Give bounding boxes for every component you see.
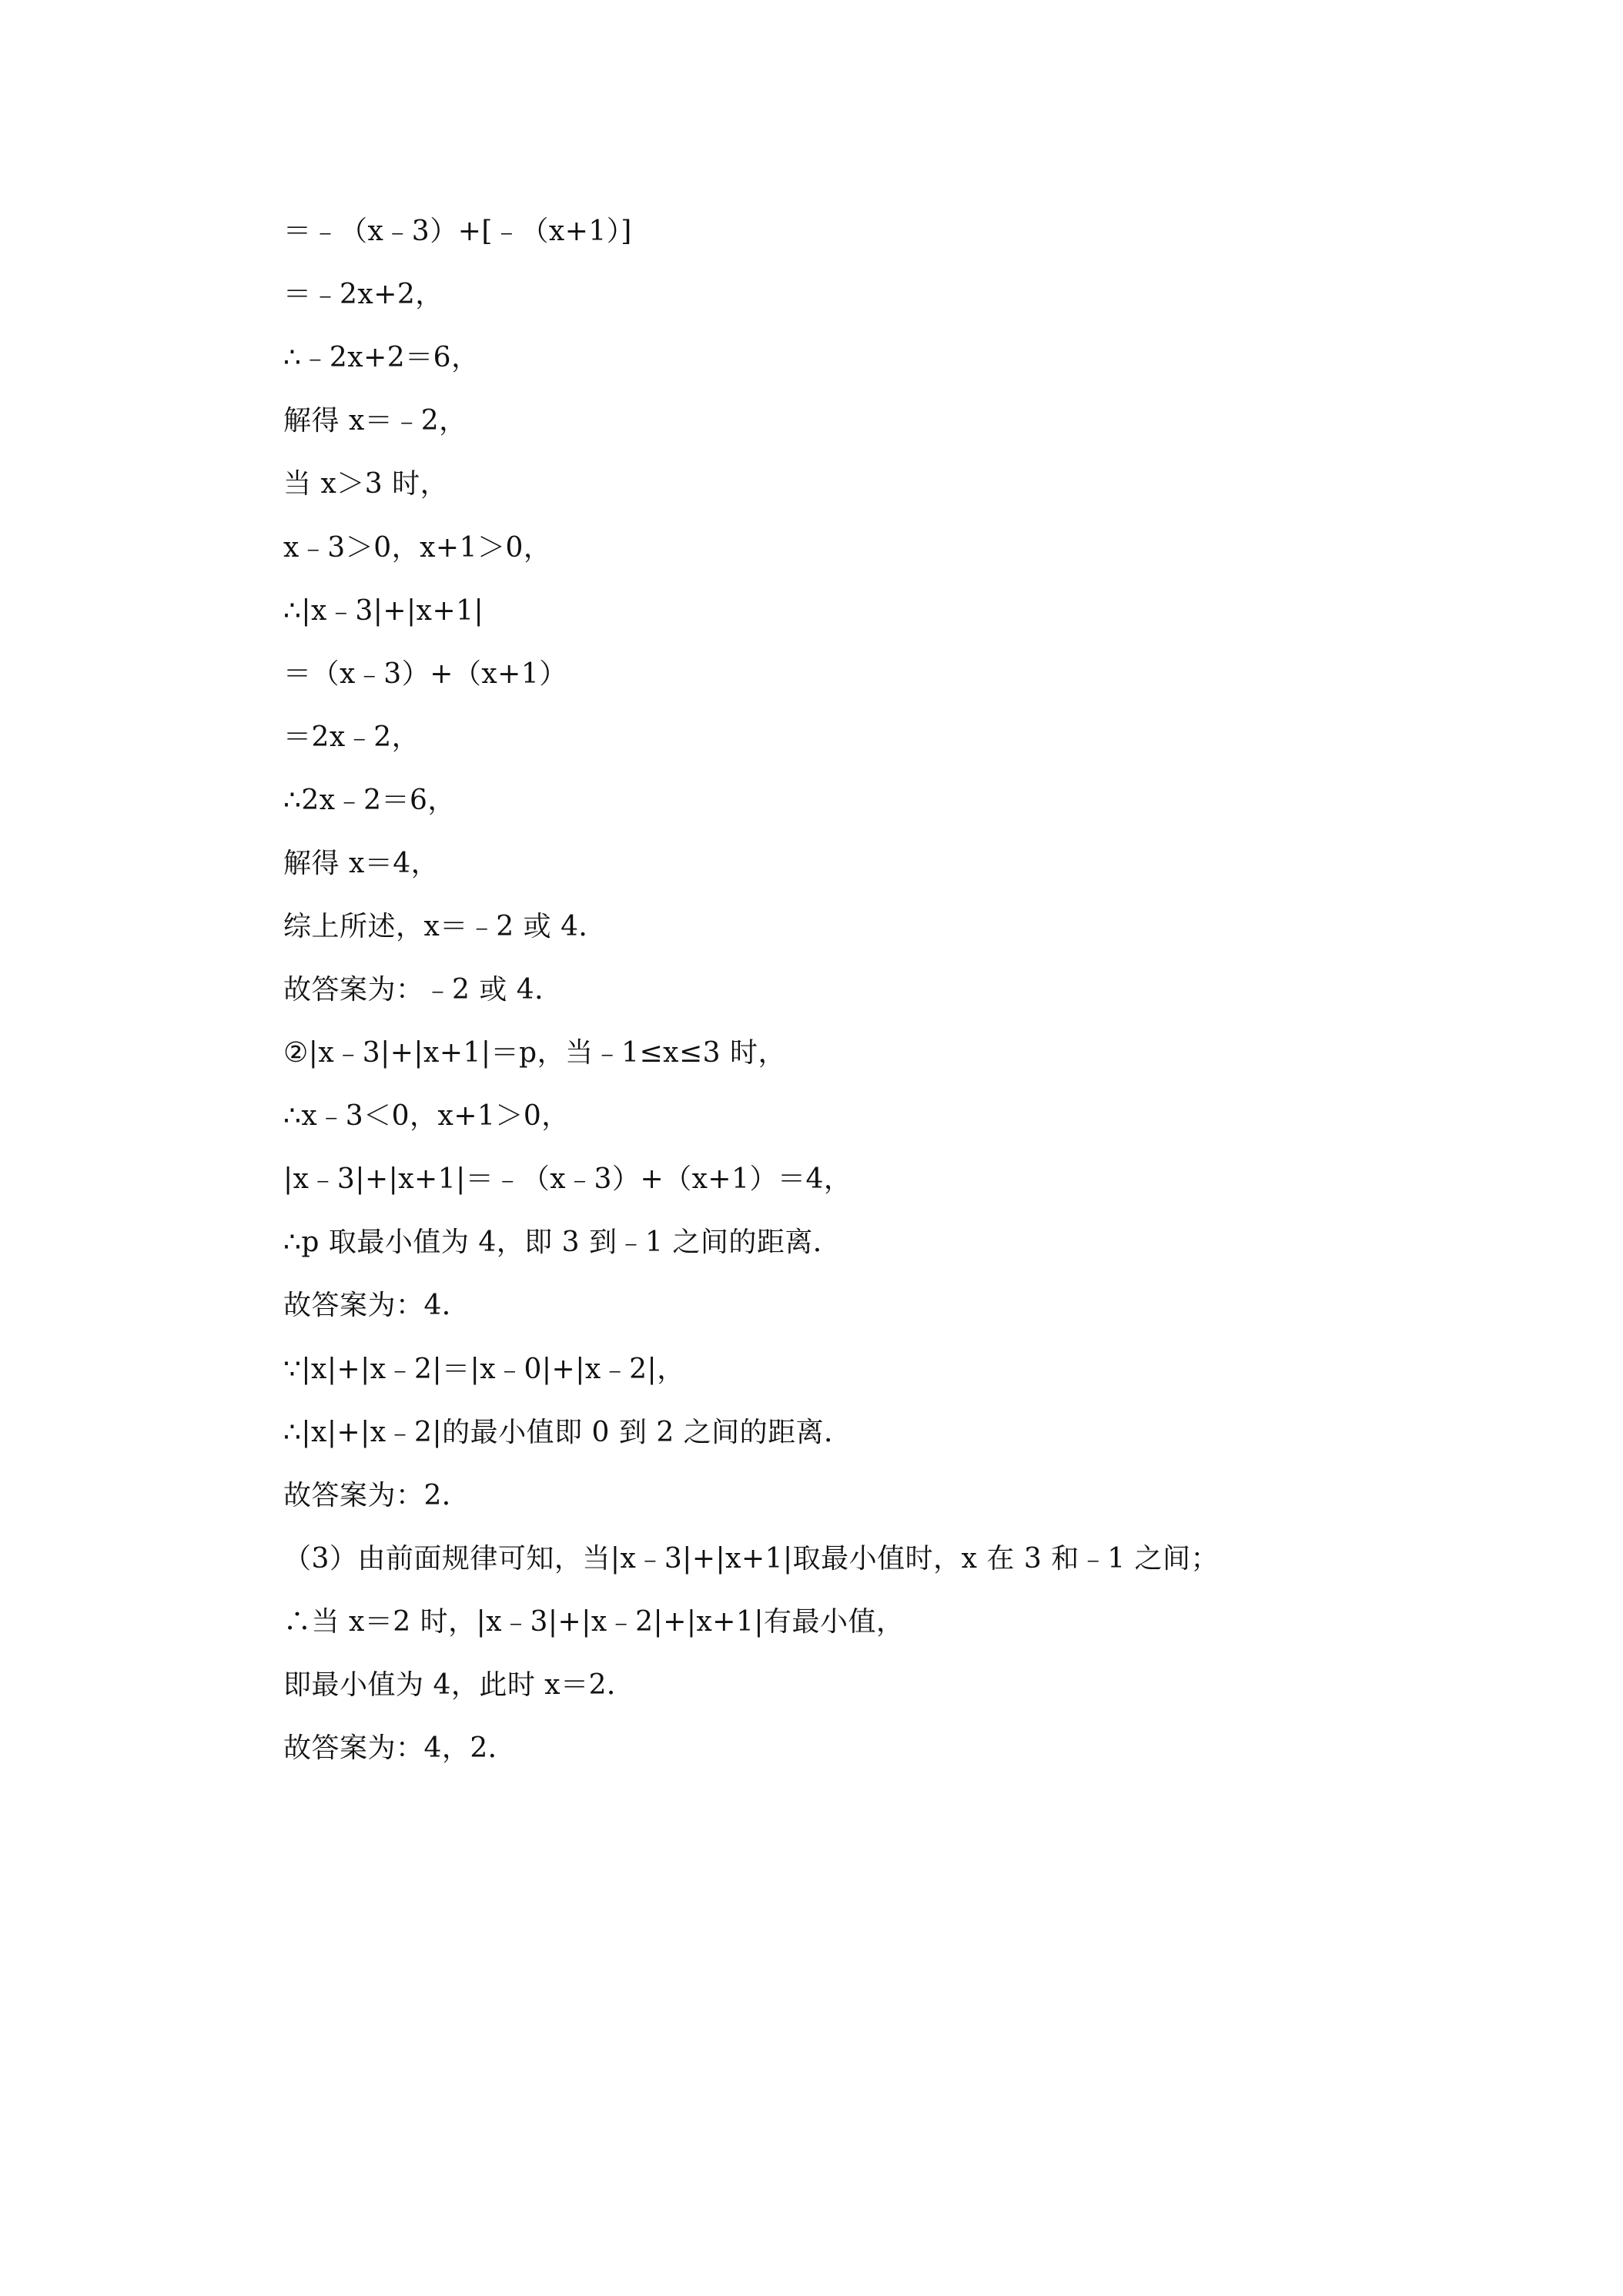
solution-line: ＝2x﹣2， [283, 721, 420, 753]
solution-line: 当 x＞3 时， [283, 468, 449, 500]
solution-line: 故答案为：4，2． [283, 1732, 517, 1764]
solution-line: ＝（x﹣3）+（x+1） [283, 658, 567, 690]
solution-line: |x﹣3|+|x+1|＝﹣（x﹣3）+（x+1）＝4， [283, 1163, 852, 1195]
solution-line: x﹣3＞0，x+1＞0， [283, 532, 552, 564]
solution-line: ＝﹣（x﹣3）+[﹣（x+1）] [283, 216, 632, 247]
solution-line: ∴|x|+|x﹣2|的最小值即 0 到 2 之间的距离． [283, 1417, 852, 1448]
solution-line: ∴当 x＝2 时，|x﹣3|+|x﹣2|+|x+1|有最小值， [283, 1606, 905, 1638]
solution-line: ＝﹣2x+2， [283, 279, 443, 310]
solution-line: 故答案为：2． [283, 1480, 470, 1511]
solution-line: 综上所述，x＝﹣2 或 4． [283, 911, 607, 942]
solution-line: ∴2x﹣2＝6， [283, 785, 456, 816]
solution-line: ∴﹣2x+2＝6， [283, 342, 480, 373]
solution-line: 故答案为：4． [283, 1290, 470, 1321]
solution-line: 解得 x＝4， [283, 848, 440, 879]
solution-line: ∴p 取最小值为 4，即 3 到﹣1 之间的距离． [283, 1227, 842, 1258]
solution-line: ②|x﹣3|+|x+1|＝p，当﹣1≤x≤3 时， [283, 1037, 786, 1069]
solution-line: ∴x﹣3＜0，x+1＞0， [283, 1100, 570, 1132]
solution-line: ∴|x﹣3|+|x+1| [283, 595, 484, 627]
solution-line: ∵|x|+|x﹣2|＝|x﹣0|+|x﹣2|， [283, 1354, 685, 1385]
solution-line: （3）由前面规律可知，当|x﹣3|+|x+1|取最小值时，x 在 3 和﹣1 之间； [283, 1543, 1220, 1575]
solution-line: 故答案为：﹣2 或 4． [283, 974, 563, 1006]
solution-line: 解得 x＝﹣2， [283, 405, 467, 437]
solution-line: 即最小值为 4，此时 x＝2． [283, 1669, 635, 1701]
